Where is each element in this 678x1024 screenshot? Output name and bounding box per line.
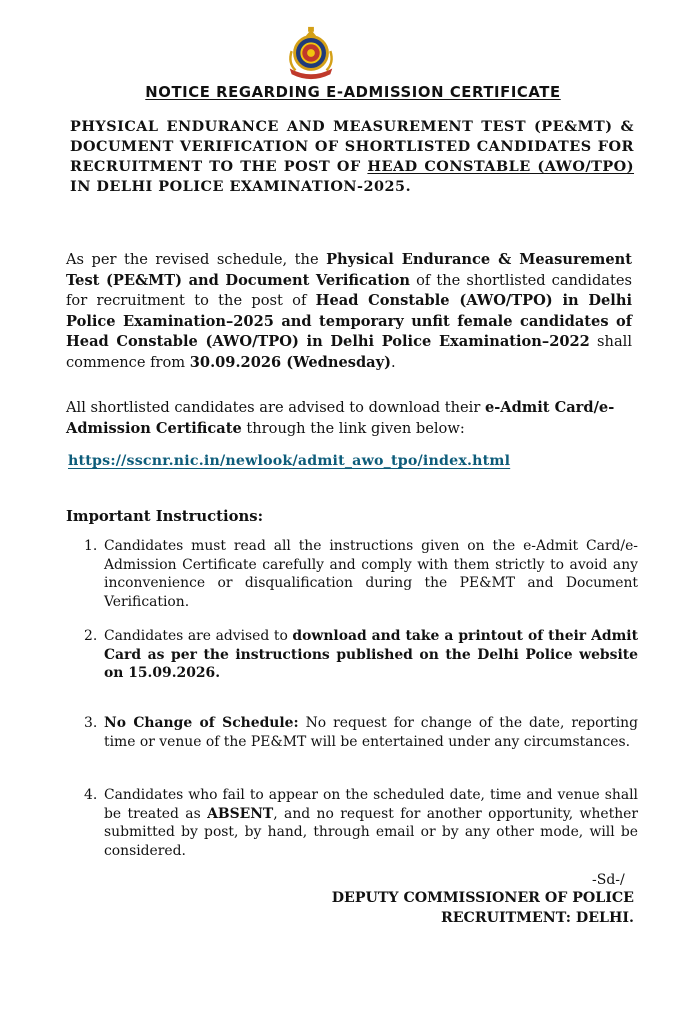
- heading-text-end: IN DELHI POLICE EXAMINATION-2025.: [70, 178, 412, 195]
- intro-text: of the shortlisted candidates for recruitment to the post of: [66, 271, 632, 310]
- instructions-list: [84, 537, 638, 860]
- instruction-text: [104, 786, 638, 860]
- intro-bold-date: 30.09.2026 (Wednesday): [189, 353, 391, 371]
- notice-heading: [70, 117, 634, 197]
- advise-bold: e-Admit Card/e-Admission Certificate: [66, 399, 615, 437]
- instruction-text-part: Candidates who fail to appear on the scheduled date, time and venue shall be treated as: [104, 787, 638, 822]
- instruction-text: [104, 627, 638, 683]
- instruction-number: 2.: [84, 628, 98, 644]
- intro-bold-test: Physical Endurance & Measurement Test (PE&MT) and Document Verification: [66, 251, 632, 289]
- instruction-text-part: , and no request for another opportunity, whether submitted by post, by hand, through email or by any other mode, will be considered.: [104, 805, 639, 859]
- instruction-number: 1.: [84, 538, 98, 554]
- intro-paragraph: [66, 250, 632, 374]
- instruction-bold: No Change of Schedule:: [104, 715, 299, 731]
- intro-bold-post: Head Constable (AWO/TPO) in Delhi Police Examination–2025 and temporary unfit female candidates of Head Constable (AWO/TPO) in Delhi Police Examination–2022: [66, 292, 632, 351]
- instruction-item: [84, 786, 638, 860]
- intro-text: shall commence from: [66, 333, 632, 371]
- notice-title: NOTICE REGARDING E-ADMISSION CERTIFICATE: [145, 84, 561, 101]
- intro-text: As per the revised schedule, the: [66, 251, 327, 268]
- signatory-designation: DEPUTY COMMISSIONER OF POLICE: [331, 890, 634, 906]
- instruction-number: 4.: [84, 787, 98, 803]
- heading-text: PHYSICAL ENDURANCE AND MEASUREMENT TEST (PE&MT) & DOCUMENT VERIFICATION OF SHORTLISTED CANDIDATES FOR RECRUITMENT TO THE POST OF: [70, 118, 634, 175]
- instruction-item: [84, 627, 638, 683]
- instruction-text-part: No request for change of the date, reporting time or venue of the PE&MT will be entertained under any circumstances.: [104, 715, 638, 750]
- instruction-text-part: Candidates are advised to: [104, 628, 293, 644]
- advise-text: All shortlisted candidates are advised to download their: [66, 399, 485, 416]
- intro-text: .: [391, 353, 396, 371]
- heading-post-name: HEAD CONSTABLE (AWO/TPO): [367, 158, 635, 175]
- instruction-number: 3.: [84, 715, 98, 731]
- instruction-bold: ABSENT: [207, 805, 274, 822]
- instruction-text: Candidates must read all the instructions given on the e-Admit Card/e-Admission Certificate carefully and comply with them strictly to avoid any inconvenience or disqualification during the PE&MT and Document Verification.: [104, 538, 638, 610]
- admit-card-link[interactable]: https://sscnr.nic.in/newlook/admit_awo_tpo/index.html: [68, 453, 511, 469]
- instruction-text: [104, 714, 638, 770]
- advise-text: through the link given below:: [241, 419, 465, 437]
- delhi-police-emblem-icon: [282, 24, 340, 82]
- instruction-bold: download and take a printout of their Admit Card as per the instructions published on the Delhi Police website on 15.09.2026.: [104, 628, 638, 682]
- instructions-heading: Important Instructions:: [66, 508, 264, 525]
- instruction-item: [84, 714, 638, 770]
- instruction-item: [84, 537, 638, 611]
- advise-paragraph: [66, 398, 632, 439]
- signatory-office: RECRUITMENT: DELHI.: [440, 910, 634, 926]
- signature-sd: -Sd-/: [592, 872, 625, 888]
